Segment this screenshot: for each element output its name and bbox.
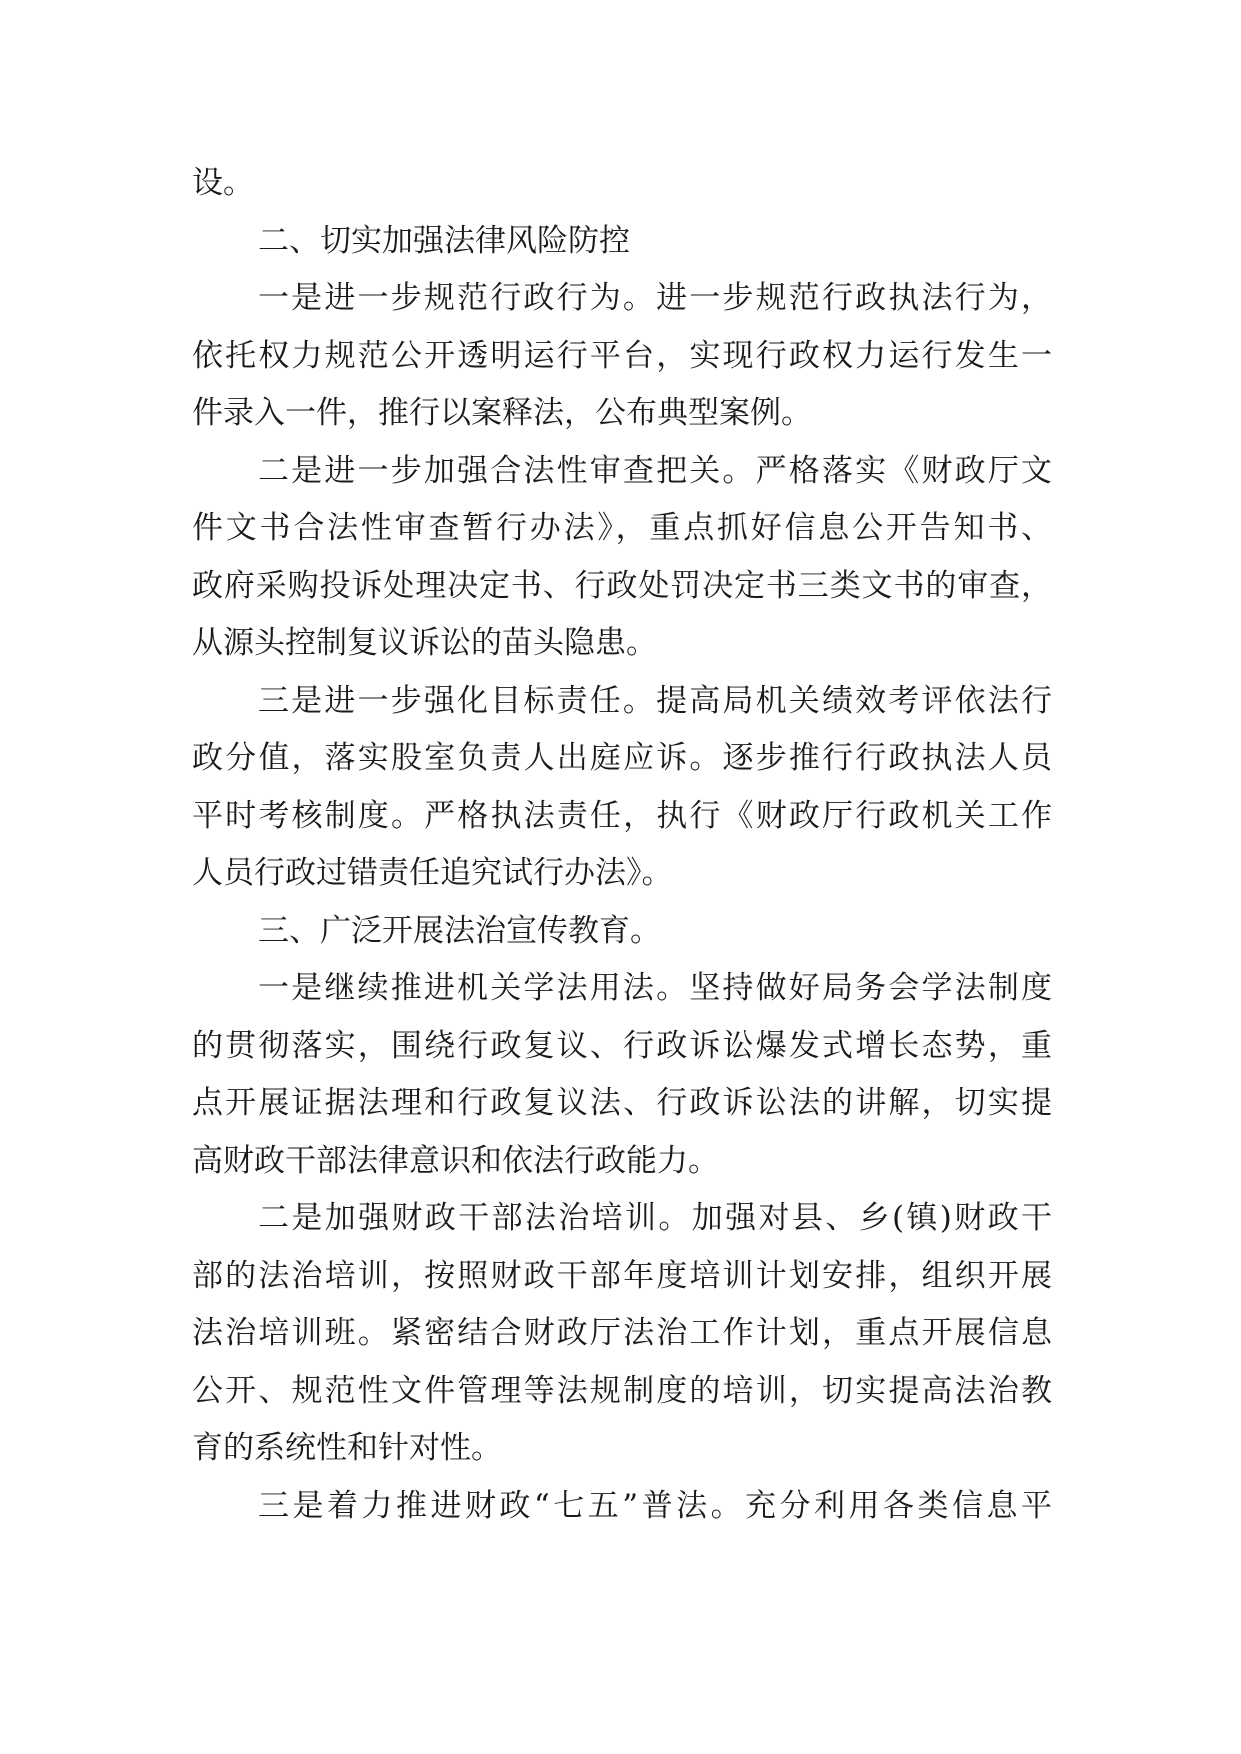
text-line: 人员行政过错责任追究试行办法》。 — [192, 855, 673, 891]
text-line: 二是进一步加强合法性审查把关。严格落实《财政厅文 — [258, 452, 1052, 489]
text-line: 的贯彻落实，围绕行政复议、行政诉讼爆发式增长态势，重 — [192, 1027, 1052, 1064]
text-line: 育的系统性和针对性。 — [192, 1430, 502, 1466]
text-line: 一是进一步规范行政行为。进一步规范行政执法行为， — [258, 280, 1052, 316]
text-line: 政分值，落实股室负责人出庭应诉。逐步推行行政执法人员 — [192, 740, 1052, 776]
text-line: 部的法治培训，按照财政干部年度培训计划安排，组织开展 — [192, 1257, 1052, 1294]
text-line: 高财政干部法律意识和依法行政能力。 — [192, 1142, 719, 1179]
text-line: 平时考核制度。严格执法责任，执行《财政厅行政机关工作 — [192, 797, 1052, 834]
text-line: 三是进一步强化目标责任。提高局机关绩效考评依法行 — [258, 682, 1052, 719]
text-line: 公开、规范性文件管理等法规制度的培训，切实提高法治教 — [192, 1372, 1052, 1409]
text-line: 三是着力推进财政“七五”普法。充分利用各类信息平 — [258, 1487, 1052, 1524]
text-line: 设。 — [192, 165, 254, 201]
text-line: 二、切实加强法律风险防控 — [258, 222, 630, 259]
text-line: 三、广泛开展法治宣传教育。 — [258, 912, 661, 949]
text-line: 政府采购投诉处理决定书、行政处罚决定书三类文书的审查， — [192, 567, 1052, 604]
text-line: 件录入一件，推行以案释法，公布典型案例。 — [192, 395, 812, 431]
text-line: 法治培训班。紧密结合财政厅法治工作计划，重点开展信息 — [192, 1315, 1052, 1351]
text-line: 点开展证据法理和行政复议法、行政诉讼法的讲解，切实提 — [192, 1085, 1052, 1121]
text-line: 件文书合法性审查暂行办法》，重点抓好信息公开告知书、 — [192, 510, 1052, 546]
text-line: 依托权力规范公开透明运行平台，实现行政权力运行发生一 — [192, 337, 1052, 374]
document-page — [192, 155, 1052, 1535]
text-line: 二是加强财政干部法治培训。加强对县、乡(镇)财政干 — [258, 1200, 1052, 1236]
text-line: 从源头控制复议诉讼的苗头隐患。 — [192, 625, 657, 661]
text-line: 一是继续推进机关学法用法。坚持做好局务会学法制度 — [258, 970, 1052, 1006]
